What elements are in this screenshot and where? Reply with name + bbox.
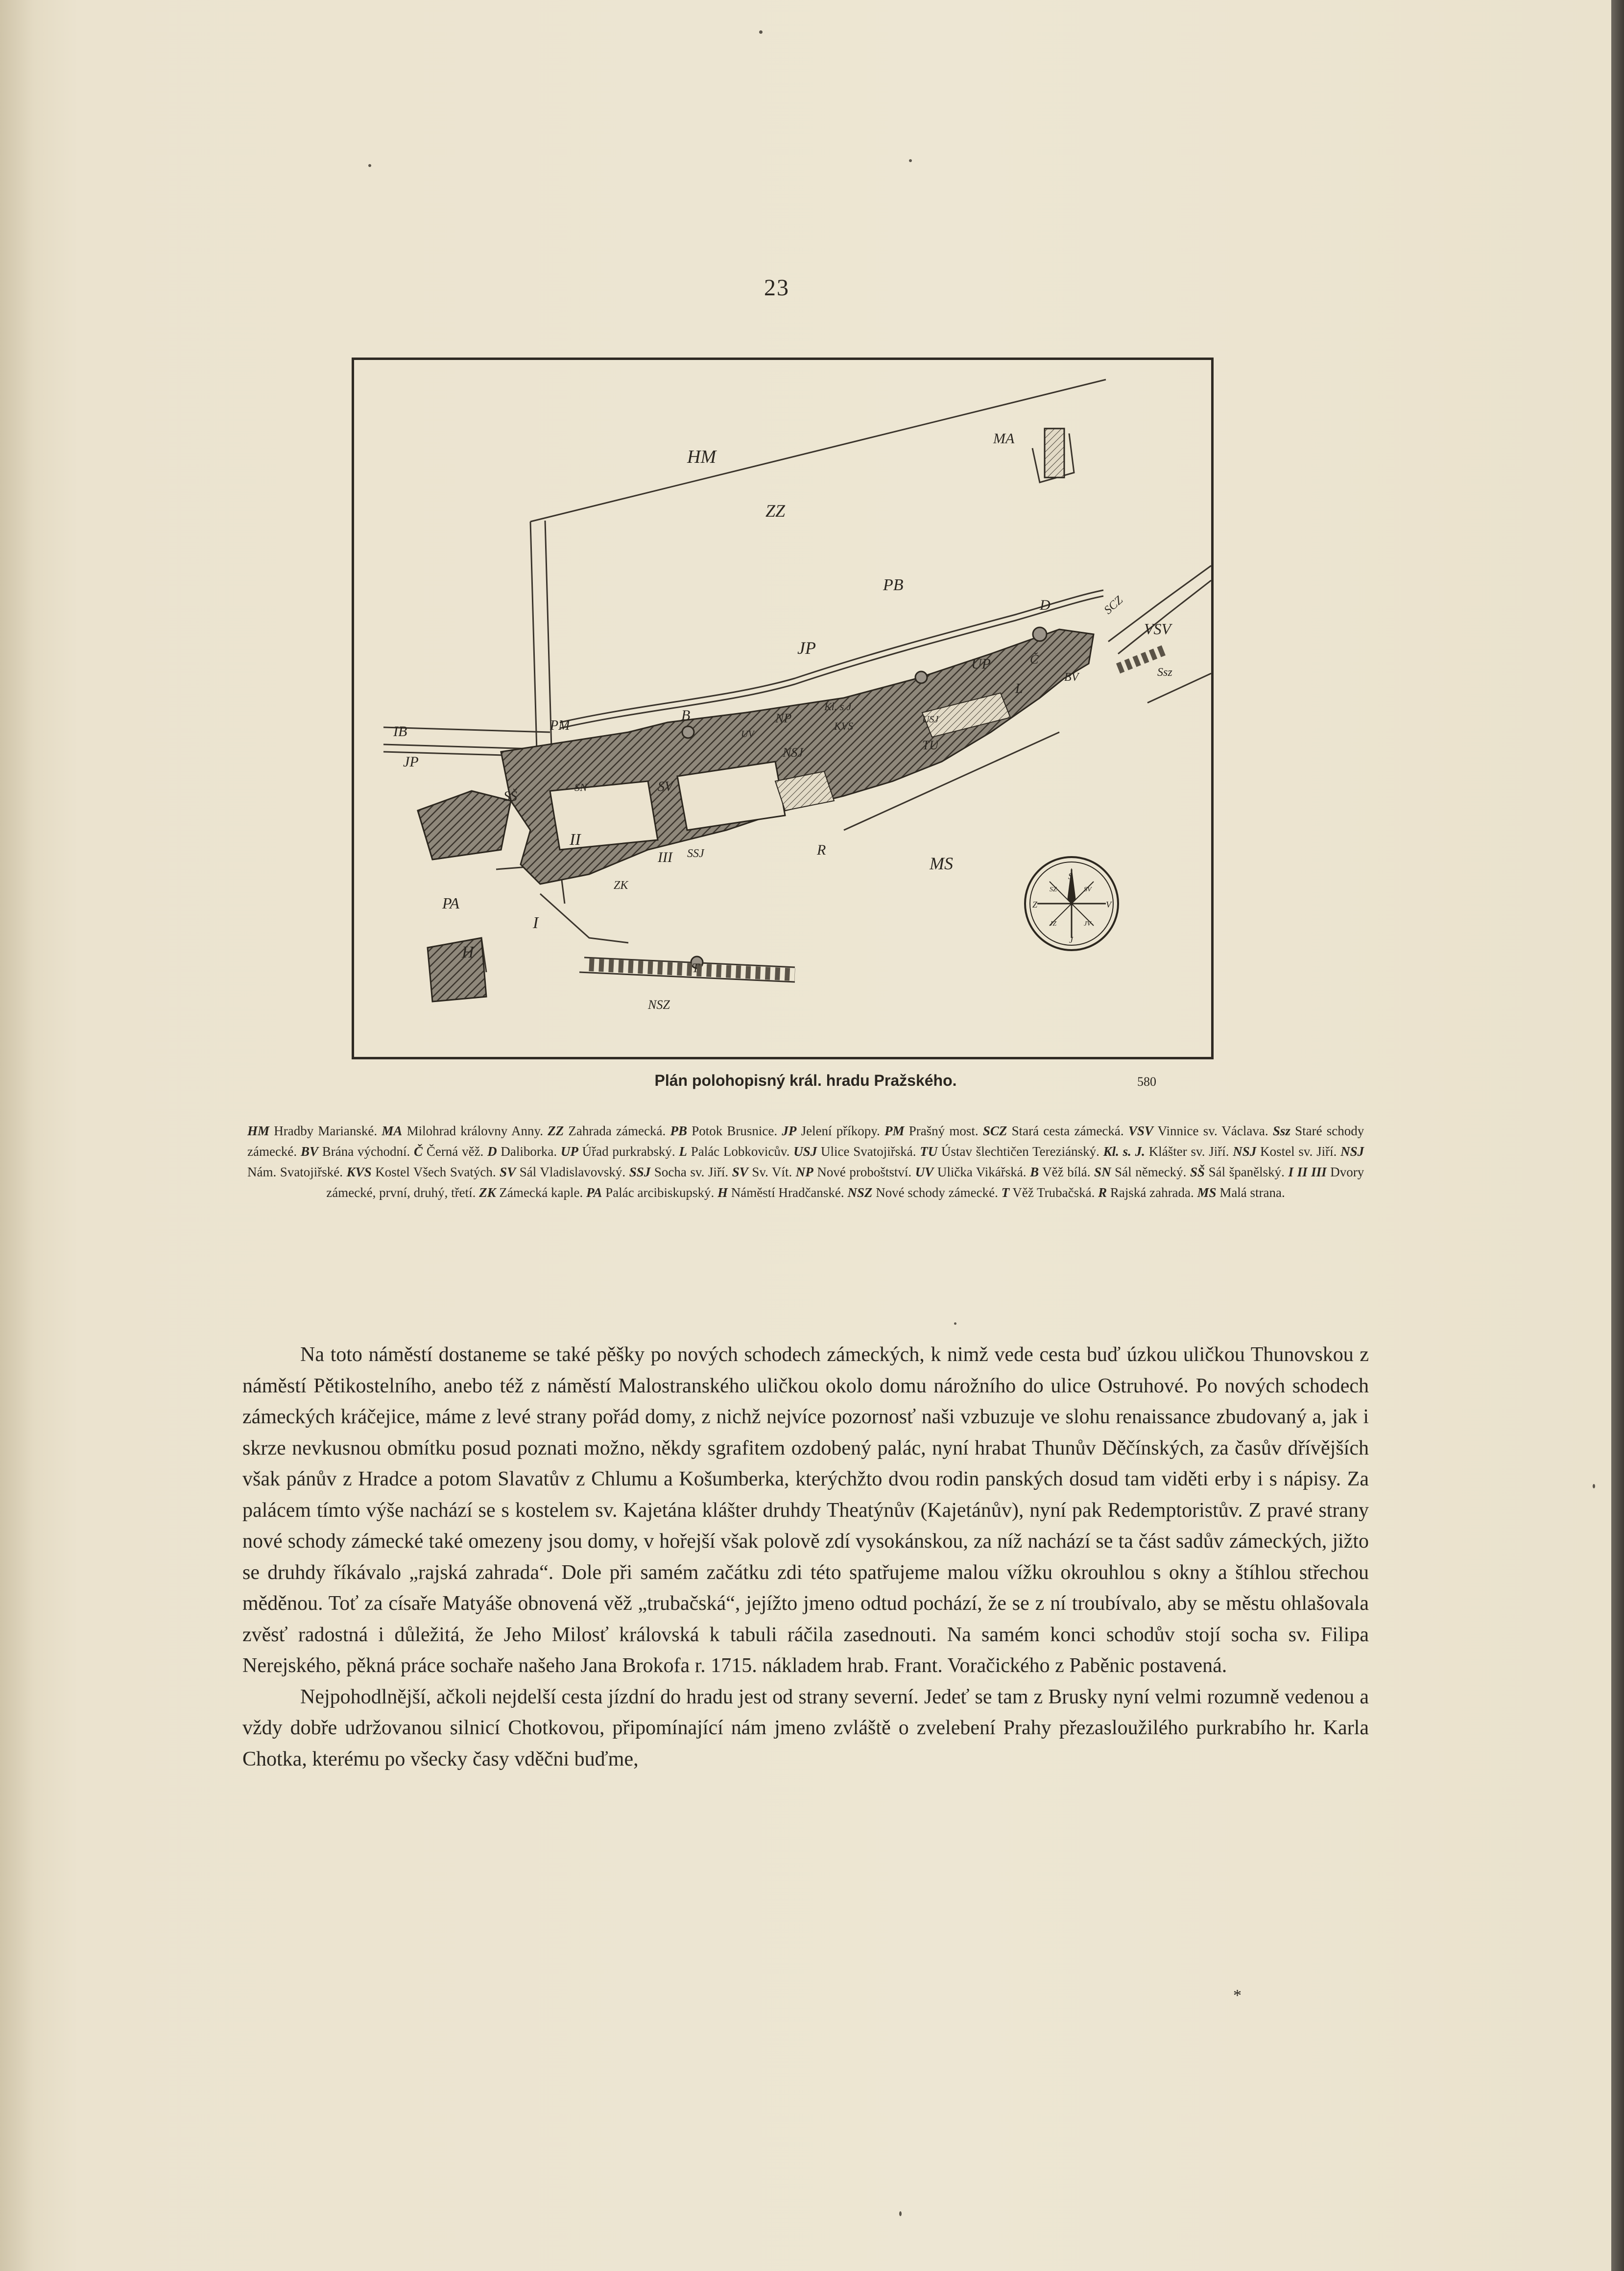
map-label-jp: JP [797, 638, 816, 658]
legend-entry [732, 1165, 792, 1179]
map-label-iii: III [658, 849, 672, 865]
map-legend [247, 1121, 1364, 1203]
legend-entry [414, 1144, 483, 1159]
map-label-nsj: NSJ [783, 745, 803, 760]
map-label-ib: IB [393, 723, 407, 740]
map-label-ssj: SSJ [687, 847, 704, 860]
paper-speck [368, 164, 371, 167]
legend-abbr: SV [500, 1165, 516, 1179]
compass-label-j: J [1069, 935, 1073, 945]
legend-abbr: NSZ [847, 1185, 873, 1200]
legend-entry [1128, 1124, 1268, 1138]
page-number: 23 [764, 275, 789, 301]
map-label-pm: PM [550, 718, 570, 733]
legend-text: Sál německý. [1115, 1165, 1187, 1179]
legend-abbr: SV [732, 1165, 748, 1179]
map-label-scz: SCZ [1101, 594, 1125, 617]
legend-entry [793, 1144, 916, 1159]
map-label-ma: MA [993, 430, 1015, 447]
legend-text: Zahrada zámecká. [568, 1124, 666, 1138]
legend-abbr: USJ [793, 1144, 817, 1159]
legend-entry [247, 1124, 377, 1138]
legend-abbr: R [1098, 1185, 1107, 1200]
legend-abbr: UV [915, 1165, 934, 1179]
map-label-ssz: Ssz [1157, 666, 1172, 679]
map-label-vsv: VSV [1144, 620, 1171, 638]
legend-text: Vinnice sv. Václava. [1157, 1124, 1268, 1138]
legend-entry [347, 1165, 496, 1179]
legend-text: Malá strana. [1219, 1185, 1285, 1200]
map-label-kl: Kl. s J. [824, 700, 855, 713]
legend-abbr: H [717, 1185, 728, 1200]
legend-abbr: HM [247, 1124, 270, 1138]
legend-text: Klášter sv. Jiří. [1148, 1144, 1229, 1159]
legend-abbr: NSJ [1340, 1144, 1364, 1159]
compass-label-s: S [1068, 871, 1073, 881]
legend-text: Potok Brusnice. [692, 1124, 778, 1138]
compass-label-jv: JV [1084, 920, 1091, 928]
legend-text: Ústav šlechtičen Tereziánský. [941, 1144, 1099, 1159]
map-label-d: D [1040, 597, 1051, 613]
legend-text: Sv. Vít. [752, 1165, 792, 1179]
black-tower [915, 671, 927, 683]
compass-label-z: Z [1032, 900, 1038, 909]
legend-entry [915, 1165, 1027, 1179]
legend-text: Staré schody zámecké. [247, 1124, 1364, 1159]
legend-entry [796, 1165, 911, 1179]
map-label-nsz: NSZ [648, 998, 670, 1012]
legend-abbr: SCZ [982, 1124, 1007, 1138]
map-label-t: T [692, 961, 699, 975]
map-label-i: I [533, 914, 539, 932]
map-label-jp-west: JP [403, 754, 419, 770]
map-label-np: NP [775, 711, 792, 725]
body-text [242, 1339, 1369, 1775]
compass-label-sz: SZ [1050, 886, 1057, 893]
legend-entry [782, 1124, 880, 1138]
legend-entry [920, 1144, 1099, 1159]
legend-entry [629, 1165, 729, 1179]
map-label-ms: MS [930, 854, 953, 873]
legend-entry [586, 1185, 714, 1200]
legend-entry [670, 1124, 777, 1138]
legend-entry [1030, 1165, 1090, 1179]
footnote-mark: * [1233, 1986, 1242, 2005]
paper-speck [899, 2211, 902, 2216]
legend-entry [500, 1165, 625, 1179]
paper-speck [954, 1322, 956, 1325]
legend-text: Sál Vladislavovský. [519, 1165, 626, 1179]
legend-abbr: SŠ [1190, 1165, 1205, 1179]
map-label-c: Č [1030, 652, 1039, 667]
map-label-ii: II [570, 831, 581, 849]
legend-abbr: UP [560, 1144, 578, 1159]
legend-entry [382, 1124, 543, 1138]
legend-abbr: MS [1197, 1185, 1217, 1200]
legend-abbr: T [1001, 1185, 1010, 1200]
legend-entry [1002, 1185, 1095, 1200]
legend-abbr: BV [300, 1144, 318, 1159]
map-label-kvs: KVS [834, 720, 854, 732]
compass-label-v: V [1106, 900, 1111, 909]
legend-entry [679, 1144, 789, 1159]
legend-entry [487, 1144, 557, 1159]
legend-entry [1197, 1185, 1285, 1200]
legend-text: Brána východní. [322, 1144, 410, 1159]
map-label-sn: SN [574, 781, 587, 793]
map-label-r: R [817, 842, 826, 858]
legend-entry [847, 1185, 998, 1200]
map-label-usj: USJ [922, 714, 939, 725]
map-label-l: L [1015, 681, 1023, 696]
paper-speck [759, 30, 763, 34]
page-edge [1611, 0, 1624, 2271]
legend-text: Zámecká kaple. [499, 1185, 583, 1200]
legend-abbr: PB [670, 1124, 687, 1138]
castle-map [352, 358, 1214, 1059]
legend-text: Černá věž. [426, 1144, 484, 1159]
legend-abbr: PM [884, 1124, 905, 1138]
map-caption: Plán polohopisný král. hradu Pražského. [654, 1072, 957, 1089]
legend-entry [1094, 1165, 1186, 1179]
map-label-pa: PA [442, 894, 459, 912]
paper-speck [1593, 1484, 1595, 1488]
legend-entry [1098, 1185, 1194, 1200]
legend-text: Kostel sv. Jiří. [1260, 1144, 1337, 1159]
paragraph: Na toto náměstí dostaneme se také pěšky po nových schodech zámeckých, k nimž vede cesta buď úzkou uličkou Thunovskou z náměstí Pětikostelního, anebo též z náměstí Malostranského uličkou okolo domu nárožního do ulice Ostruhové. Po nových schodech zámeckých kráčejice, máme z levé strany pořád domy, z nichž nejvíce pozornosť naši vzbuzuje ve slohu renaissance zbudovaný a, jak i skrze nevkusnou obmítku posud poznati možno, někdy sgrafitem ozdobený palác, nyní hrabat Thunův Děčínských, za časův dřívějších však pánův z Hradce a potom Slavatův z Chlumu a Košumberka, kterýchžto dvou rodin panských dosud tam viděti erby i s nápisy. Za palácem tímto výše nachází se s kostelem sv. Kajetána klášter druhdy Theatýnův (Kajetánův), nyní pak Redemptoristův. Z pravé strany nové schody zámecké také omezeny jsou domy, v hořejší však polově zdí vysokánskou, za níž nachází se ta část sadův zámeckých, jižto se druhdy říkávalo „rajská zahrada“. Dole při samém začátku zdi této spatřujeme malou vížku okrouhlou s okny a štíhlou střechou měděnou. Toť za císaře Matyáše obnovená věž „trubačská“, jejížto jmeno odtud pochází, že se z ní troubívalo, aby se městu ohlašovala zvěsť radostná i důležitá, že Jeho Milosť královská k tabuli ráčila zasednouti. Na samém konci schodův stojí socha sv. Filipa Nerejského, pěkná práce sochaře našeho Jana Brokofa r. 1715. nákladem hrab. Frant. Voračického z Paběnic postavená. [242, 1343, 1369, 1677]
paragraph: Nejpohodlnější, ačkoli nejdelší cesta jízdní do hradu jest od strany severní. Jedeť se tam z Brusky nyní velmi rozumně vedenou a vždy dobře udržovanou silnicí Chotkovou, připomínající nám jmeno zvláště o zvelebení Prahy přezasloužilého purkrabího hr. Karla Chotka, kterému po všecky časy vděčni buďme, [242, 1685, 1369, 1770]
map-label-sv: SV [658, 779, 673, 794]
map-label-up: UP [971, 656, 991, 672]
legend-abbr: MA [382, 1124, 403, 1138]
legend-entry [1103, 1144, 1229, 1159]
legend-abbr: JP [782, 1124, 797, 1138]
paper-speck [909, 159, 912, 162]
daliborka-tower [1033, 627, 1047, 641]
map-label-h: H [462, 943, 474, 961]
legend-abbr: ZZ [548, 1124, 564, 1138]
legend-text: Rajská zahrada. [1110, 1185, 1194, 1200]
legend-text: Jelení příkopy. [801, 1124, 880, 1138]
legend-abbr: D [487, 1144, 497, 1159]
legend-text: Náměstí Hradčanské. [731, 1185, 844, 1200]
legend-text: Hradby Marianské. [274, 1124, 378, 1138]
marian-walls-line [530, 380, 1106, 522]
milohrad-building [1045, 429, 1064, 478]
legend-text: Daliborka. [501, 1144, 557, 1159]
map-label-zk: ZK [614, 879, 628, 892]
legend-text: Prašný most. [908, 1124, 979, 1138]
map-label-bv: BV [1064, 671, 1079, 684]
legend-entry [884, 1124, 979, 1138]
legend-entry [301, 1144, 410, 1159]
legend-text: Stará cesta zámecká. [1011, 1124, 1124, 1138]
legend-text: Věž Trubačská. [1012, 1185, 1095, 1200]
legend-entry [1190, 1165, 1285, 1179]
legend-text: Milohrad královny Anny. [406, 1124, 543, 1138]
legend-abbr: VSV [1128, 1124, 1153, 1138]
legend-text: Palác Lobkovicův. [691, 1144, 790, 1159]
plate-number: 580 [1137, 1075, 1156, 1089]
legend-entry [1233, 1144, 1337, 1159]
legend-entry [983, 1124, 1124, 1138]
legend-text: Sál španělský. [1208, 1165, 1285, 1179]
legend-abbr: SSJ [629, 1165, 651, 1179]
legend-abbr: Kl. s. J. [1103, 1144, 1145, 1159]
map-label-uv: UV [741, 729, 754, 740]
legend-abbr: SN [1094, 1165, 1111, 1179]
legend-entry [479, 1185, 583, 1200]
legend-text: Věž bílá. [1042, 1165, 1091, 1179]
compass-label-sv: SV [1084, 886, 1092, 893]
legend-abbr: KVS [346, 1165, 372, 1179]
legend-abbr: NSJ [1233, 1144, 1257, 1159]
legend-entry [561, 1144, 675, 1159]
legend-abbr: NP [795, 1165, 813, 1179]
legend-text: Úřad purkrabský. [582, 1144, 675, 1159]
legend-text: Kostel Všech Svatých. [375, 1165, 496, 1179]
legend-abbr: TU [920, 1144, 938, 1159]
legend-abbr: L [679, 1144, 687, 1159]
legend-text: Ulice Svatojiřská. [820, 1144, 916, 1159]
legend-abbr: Č [414, 1144, 423, 1159]
legend-text: Ulička Vikářská. [937, 1165, 1027, 1179]
map-label-pb: PB [883, 576, 904, 594]
compass-label-jz: JZ [1050, 920, 1056, 928]
map-label-hm: HM [687, 447, 716, 467]
legend-abbr: PA [586, 1185, 602, 1200]
legend-text: Dvory zámecké, první, druhý, třetí. [326, 1165, 1364, 1200]
legend-text: Nám. Svatojiřské. [247, 1165, 343, 1179]
legend-abbr: I II III [1288, 1165, 1327, 1179]
legend-text: Nové schody zámecké. [876, 1185, 998, 1200]
legend-text: Palác arcibiskupský. [605, 1185, 715, 1200]
legend-entry [717, 1185, 844, 1200]
legend-text: Socha sv. Jiří. [654, 1165, 729, 1179]
legend-abbr: ZK [479, 1185, 496, 1200]
white-tower [682, 726, 694, 738]
legend-text: Nové proboštství. [817, 1165, 912, 1179]
legend-entry [548, 1124, 666, 1138]
map-label-tu: TU [922, 738, 939, 752]
map-label-b: B [681, 707, 691, 723]
old-castle-stairs [1118, 649, 1167, 669]
castle-map-drawing [354, 360, 1211, 1057]
legend-abbr: Ssz [1272, 1124, 1290, 1138]
map-label-zz: ZZ [765, 501, 786, 521]
map-label-ss: SŠ [503, 789, 517, 804]
legend-abbr: B [1030, 1165, 1039, 1179]
